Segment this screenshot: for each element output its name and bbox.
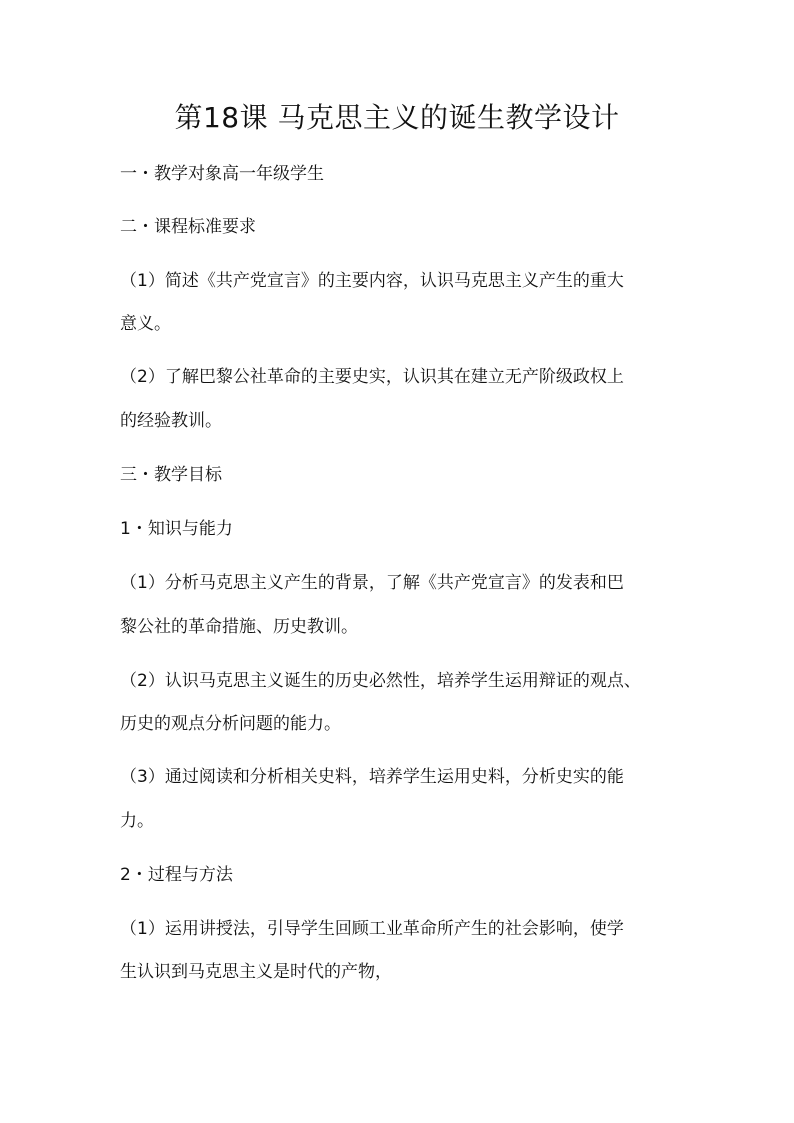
document-title: 第18课 马克思主义的诞生教学设计 xyxy=(174,101,620,134)
paragraph-line: 意义。 xyxy=(120,314,171,334)
paragraph-line: （2）认识马克思主义诞生的历史必然性，培养学生运用辩证的观点、 xyxy=(120,671,641,691)
section-heading-teaching-goals: 三・教学目标 xyxy=(120,465,222,485)
paragraph-line: （3）通过阅读和分析相关史料，培养学生运用史料，分析史实的能 xyxy=(120,767,624,787)
paragraph-line: （1）分析马克思主义产生的背景，了解《共产党宣言》的发表和巴 xyxy=(120,573,624,593)
section-heading-curriculum-standard: 二・课程标准要求 xyxy=(120,217,256,237)
paragraph-line: 生认识到马克思主义是时代的产物， xyxy=(120,962,392,982)
paragraph-line: （2）了解巴黎公社革命的主要史实，认识其在建立无产阶级政权上 xyxy=(120,367,624,387)
subsection-heading-process-method: 2・过程与方法 xyxy=(120,865,233,885)
paragraph-line: 历史的观点分析问题的能力。 xyxy=(120,714,341,734)
paragraph-line: 力。 xyxy=(120,811,154,831)
paragraph-line: （1）简述《共产党宣言》的主要内容，认识马克思主义产生的重大 xyxy=(120,271,624,291)
paragraph-line: 的经验教训。 xyxy=(120,411,222,431)
paragraph-line: 黎公社的革命措施、历史教训。 xyxy=(120,617,358,637)
subsection-heading-knowledge-ability: 1・知识与能力 xyxy=(120,519,233,539)
section-heading-teaching-target: 一・教学对象高一年级学生 xyxy=(120,164,324,184)
paragraph-line: （1）运用讲授法，引导学生回顾工业革命所产生的社会影响，使学 xyxy=(120,919,624,939)
